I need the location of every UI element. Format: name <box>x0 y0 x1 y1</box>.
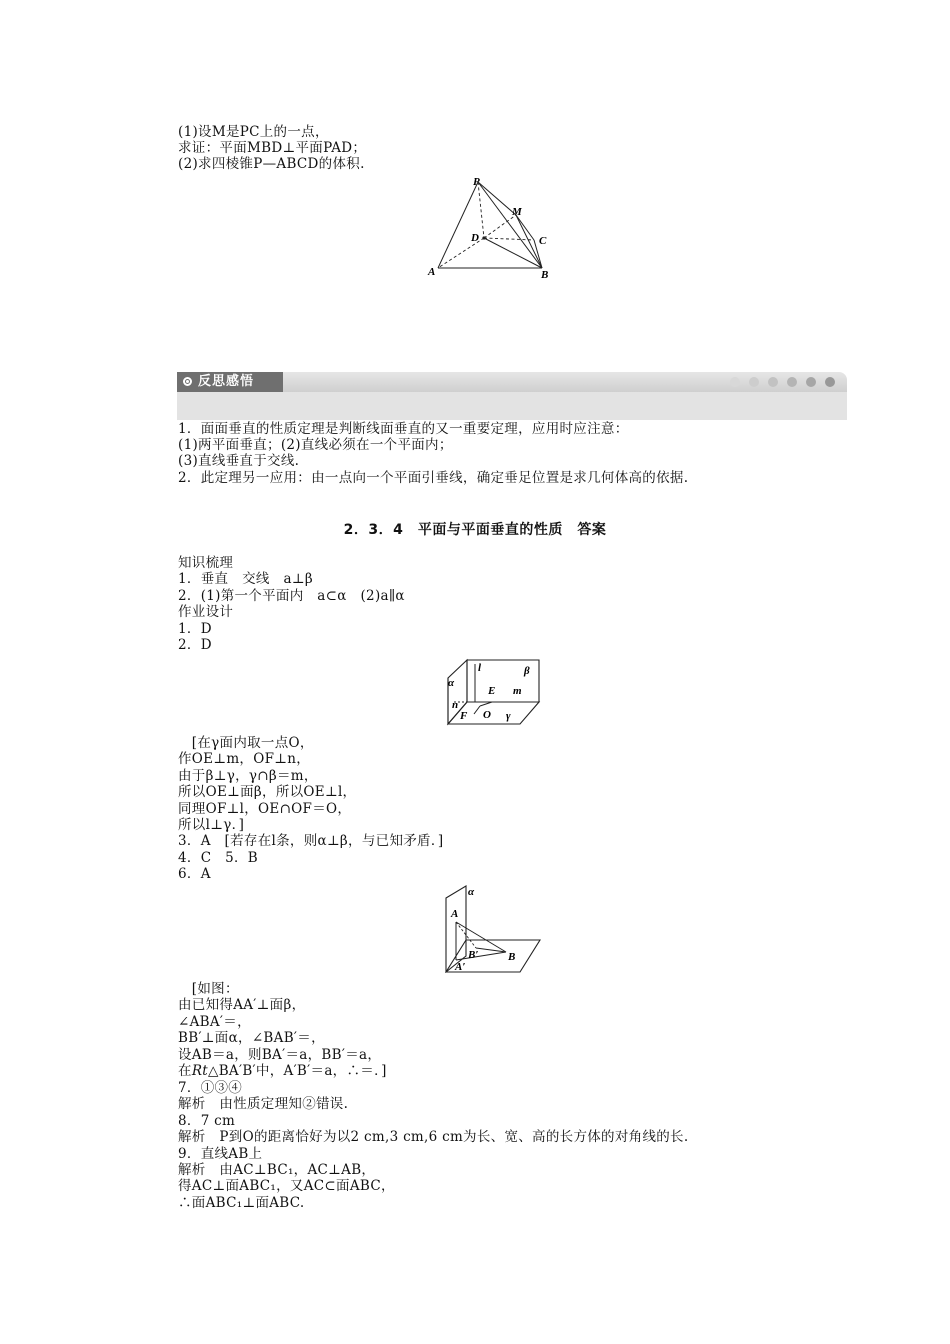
perpendicular-planes-figure <box>440 882 544 974</box>
answer-line: 解析 P到O的距离恰好为以2 cm,3 cm,6 cm为长、宽、高的长方体的对角线的长. <box>178 1129 689 1145</box>
banner-title <box>177 372 283 392</box>
pyramid-figure <box>420 172 560 284</box>
reflection-line-3: (3)直线垂直于交线. <box>178 453 300 469</box>
answer-line: 设AB＝a，则BA′＝a，BB′＝a， <box>178 1047 382 1063</box>
fig3-label-a: A <box>451 908 459 920</box>
reflection-banner <box>177 372 847 420</box>
answer-line: 9．直线AB上 <box>178 1146 263 1162</box>
answer-line: 由于β⊥γ，γ∩β＝m， <box>178 768 318 784</box>
label-a: A <box>428 266 436 278</box>
answer-line: 7．①③④ <box>178 1080 243 1096</box>
banner-dot-icon <box>787 377 797 387</box>
reflection-line-2: (1)两平面垂直；(2)直线必须在一个平面内； <box>178 437 453 453</box>
fig2-label-l: l <box>478 662 482 674</box>
answer-line: 作OE⊥m，OF⊥n， <box>178 751 311 767</box>
answer-line: [在γ面内取一点O， <box>178 735 314 751</box>
rt-line-post: △BA′B′中，A′B′＝a，∴＝．] <box>208 1063 387 1079</box>
banner-dot-icon <box>768 377 778 387</box>
answer-line: [如图： <box>178 981 239 997</box>
label-m: M <box>512 206 522 218</box>
reflection-line-4: 2．此定理另一应用：由一点向一个平面引垂线，确定垂足位置是求几何体高的依据. <box>178 470 689 486</box>
fig2-label-alpha: α <box>448 677 455 689</box>
answer-line: ∠ABA′＝， <box>178 1014 251 1030</box>
answer-heading: 2．3．4 平面与平面垂直的性质 答案 <box>343 522 607 538</box>
fig3-label-alpha: α <box>468 886 475 898</box>
problem-line-1: (1)设M是PC上的一点， <box>178 124 329 140</box>
fig3-label-b: B <box>508 951 516 963</box>
problem-line-3: (2)求四棱锥P—ABCD的体积. <box>178 156 365 172</box>
rt-line-pre: 在 <box>178 1063 192 1079</box>
fig3-label-b-prime: B′ <box>468 949 479 961</box>
banner-dot-icon <box>806 377 816 387</box>
fig2-label-o: O <box>483 709 491 721</box>
answer-line: 1．垂直 交线 a⊥β <box>178 571 313 587</box>
label-b: B <box>541 269 549 281</box>
banner-title-text: 反思感悟 <box>198 374 255 389</box>
planes-figure <box>442 658 554 728</box>
fig2-label-n: n <box>452 699 459 711</box>
fig2-label-f: F <box>460 710 468 722</box>
problem-line-2: 求证：平面MBD⊥平面PAD； <box>178 140 367 156</box>
banner-band <box>177 392 847 420</box>
answer-line: 得AC⊥面ABC₁，又AC⊂面ABC， <box>178 1178 395 1194</box>
label-p: P <box>473 176 480 188</box>
banner-dot-icon <box>749 377 759 387</box>
fig2-label-e: E <box>488 685 496 697</box>
rt-line <box>178 1063 387 1079</box>
answer-line: 3．A [若存在l条，则α⊥β，与已知矛盾．] <box>178 833 444 849</box>
answer-line: 解析 由AC⊥BC₁，AC⊥AB， <box>178 1162 376 1178</box>
rt-line-rt: Rt <box>191 1063 209 1079</box>
answer-line: 解析 由性质定理知②错误. <box>178 1096 349 1112</box>
answer-line: BB′⊥面α，∠BAB′＝， <box>178 1030 325 1046</box>
bullet-icon <box>183 377 192 386</box>
banner-dot-icon <box>825 377 835 387</box>
banner-dot-icon <box>730 377 740 387</box>
answer-line: 所以OE⊥面β，所以OE⊥l， <box>178 784 357 800</box>
answer-line: 知识梳理 <box>178 555 234 571</box>
banner-dots <box>730 377 835 387</box>
answer-line: ∴面ABC₁⊥面ABC. <box>178 1195 305 1211</box>
answer-line: 1．D <box>178 621 212 637</box>
answer-line: 所以l⊥γ．] <box>178 817 245 833</box>
answer-line: 4．C 5．B <box>178 850 259 866</box>
answer-line: 6．A <box>178 866 211 882</box>
answer-line: 2．D <box>178 637 212 653</box>
fig2-label-m: m <box>513 685 522 697</box>
answer-line: 2．(1)第一个平面内 a⊂α (2)a∥α <box>178 588 405 604</box>
answer-line: 同理OF⊥l，OE∩OF＝O， <box>178 801 352 817</box>
label-c: C <box>539 235 547 247</box>
fig3-label-a-prime: A′ <box>455 961 466 973</box>
answer-line: 作业设计 <box>178 604 234 620</box>
answer-line: 8．7 cm <box>178 1113 236 1129</box>
fig2-label-beta: β <box>524 665 530 677</box>
label-d: D <box>471 232 479 244</box>
reflection-line-1: 1．面面垂直的性质定理是判断线面垂直的又一重要定理，应用时应注意： <box>178 421 629 437</box>
fig2-label-gamma: γ <box>506 710 511 722</box>
answer-line: 由已知得AA′⊥面β， <box>178 997 306 1013</box>
